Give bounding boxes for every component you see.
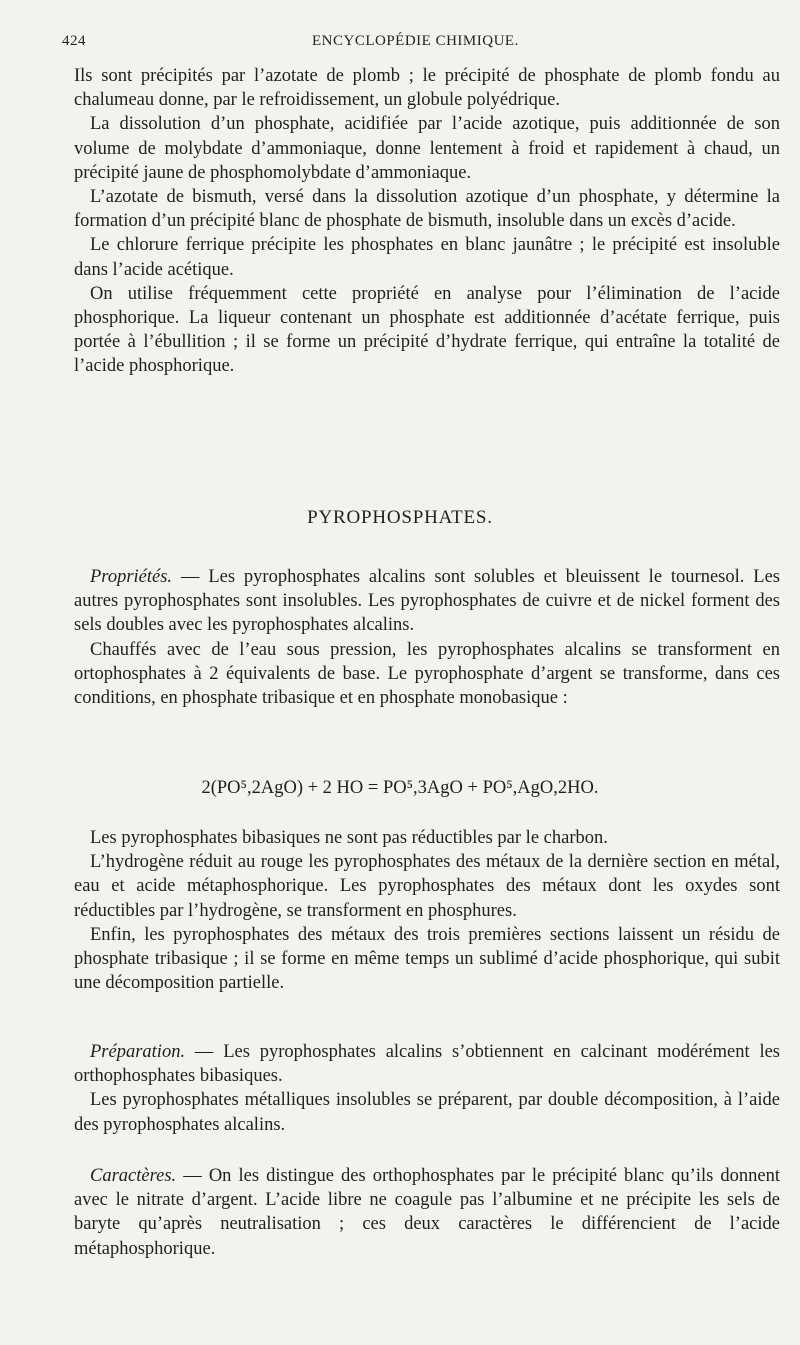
preparation-text: — Les pyrophosphates alcalins s’obtiennent en calcinant modérément les orthophosphates bibasiques.	[74, 1042, 780, 1087]
page-number: 424	[62, 33, 86, 49]
paragraph-bismuth: L’azotate de bismuth, versé dans la dissolution azotique d’un phosphate, y détermine la formation d’un précipité blanc de phosphate de bismuth, insoluble dans un excès d’acide.	[74, 187, 780, 232]
paragraph-proprietes	[74, 565, 780, 638]
running-header	[62, 33, 750, 57]
caracteres-section	[74, 1164, 780, 1261]
paragraph-charbon: Les pyrophosphates bibasiques ne sont pas réductibles par le charbon.	[90, 828, 608, 848]
proprietes-label: Propriétés.	[90, 567, 173, 587]
paragraph-elimination: On utilise fréquemment cette propriété en analyse pour l’élimination de l’acide phosphorique. La liqueur contenant un phosphate est additionnée d’acétate ferrique, puis portée à l’ébullition ; il se forme un précipité d’hydrate ferrique, qui entraîne la totalité de l’acide phosphorique.	[74, 283, 780, 377]
paragraph-hydrogene: L’hydrogène réduit au rouge les pyrophosphates des métaux de la dernière section en métal, eau et acide métaphosphorique. Les pyrophosphates des métaux dont les oxydes sont réductibles par l’hydrogène, se transforment en phosphures.	[74, 852, 780, 921]
section-title: PYROPHOSPHATES.	[307, 507, 493, 528]
paragraph-preparation	[74, 1040, 780, 1088]
phosphate-reactions-text	[74, 64, 780, 379]
paragraph-metalliques: Les pyrophosphates métalliques insolubles se préparent, par double décomposition, à l’aide des pyrophosphates alcalins.	[74, 1090, 780, 1135]
paragraph-plomb: Ils sont précipités par l’azotate de plomb ; le précipité de phosphate de plomb fondu au chalumeau donne, par le refroidissement, un globule polyédrique.	[74, 66, 780, 111]
paragraph-chauffes: Chauffés avec de l’eau sous pression, les pyrophosphates alcalins se transforment en ortophosphates à 2 équivalents de base. Le pyrophosphate d’argent se transforme, dans ces conditions, en phosphate tribasique et en phosphate monobasique :	[74, 639, 780, 709]
reduction-section	[74, 826, 780, 995]
caracteres-label: Caractères.	[90, 1166, 177, 1186]
paragraph-molybdate: La dissolution d’un phosphate, acidifiée par l’acide azotique, puis additionnée de son volume de molybdate d’ammoniaque, donne lentement à froid et rapidement à chaud, un précipité jaune de phosphomolybdate d’ammoniaque.	[74, 114, 780, 183]
paragraph-caracteres	[74, 1164, 780, 1261]
chemical-equation: 2(PO⁵,2AgO) + 2 HO = PO⁵,3AgO + PO⁵,AgO,2HO.	[201, 778, 599, 798]
proprietes-text: — Les pyrophosphates alcalins sont solubles et bleuissent le tournesol. Les autres pyrophosphates sont insolubles. Les pyrophosphates de cuivre et de nickel forment des sels doubles avec les pyrophosphates alcalins.	[74, 567, 780, 636]
proprietes-section	[74, 565, 780, 710]
preparation-section	[74, 1040, 780, 1137]
running-title: ENCYCLOPÉDIE CHIMIQUE.	[312, 33, 519, 49]
caracteres-text: — On les distingue des orthophosphates par le précipité blanc qu’ils donnent avec le nitrate d’argent. L’acide libre ne coagule pas l’albumine et ne précipite les sels de baryte qu’après neutralisation ; ces deux caractères le différencient de l’acide métaphosphorique.	[74, 1166, 780, 1259]
paragraph-chlorure-ferrique: Le chlorure ferrique précipite les phosphates en blanc jaunâtre ; le précipité est insoluble dans l’acide acétique.	[74, 235, 780, 280]
preparation-label: Préparation.	[90, 1042, 186, 1062]
paragraph-residu: Enfin, les pyrophosphates des métaux des trois premières sections laissent un résidu de phosphate tribasique ; il se forme en même temps un sublimé d’acide phosphorique, qui subit une décomposition partielle.	[74, 924, 780, 994]
